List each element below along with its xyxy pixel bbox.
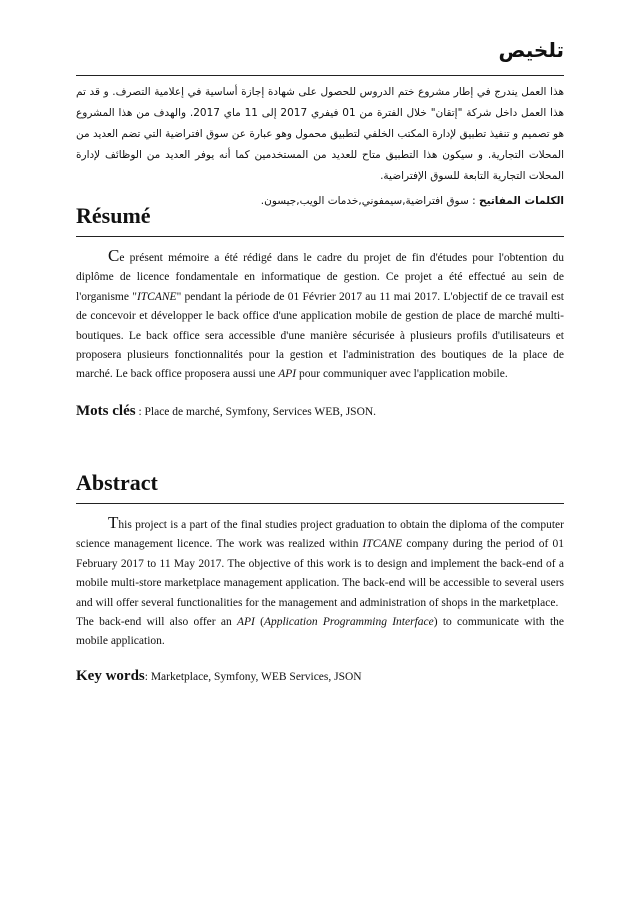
abstract-dropcap: T [108, 513, 119, 532]
abstract-paragraph [76, 513, 564, 613]
abstract-heading: Abstract [76, 470, 158, 495]
arabic-keywords-label: الكلمات المفاتيح [479, 195, 564, 207]
resume-api-term: API [278, 368, 297, 381]
abstract-api-full: Application Programming Interface [263, 616, 434, 629]
abstract-section [76, 470, 564, 496]
abstract-heading-rule [76, 503, 564, 504]
arabic-keywords-text: : سوق افتراضية,سيمفوني,خدمات الويب,جيسون. [260, 195, 479, 207]
arabic-body [76, 82, 564, 211]
arabic-summary-section [76, 38, 564, 62]
resume-keywords [76, 403, 564, 420]
arabic-title-rule [76, 75, 564, 76]
abstract-text-4c: ) to communicate with the mobile application. [76, 616, 564, 648]
resume-dropcap: C [108, 246, 120, 265]
resume-org-name: ITCANE [136, 290, 177, 303]
resume-text-3: pour communiquer avec l'application mobile. [296, 368, 508, 381]
resume-keywords-text: : Place de marché, Symfony, Services WEB, JSON. [135, 405, 377, 418]
abstract-paragraph-2 [76, 613, 564, 652]
abstract-text-4b: ( [254, 616, 264, 629]
resume-paragraph [76, 246, 564, 385]
resume-text-2: " pendant la période de 01 Février 2017 au 11 mai 2017. L'objectif de ce travail est de concevoir et développer le back office d'une application mobile de gestion de place de marché multi-boutiques. Le back office sera accessible d'une manière sécurisée à plusieurs profils d'utilisateurs et proposera plusieurs fonctionnalités pour la gestion et l'administration des boutiques de la place de marché. Le back office proposera aussi une [76, 290, 564, 381]
resume-text-1: e présent mémoire a été rédigé dans le cadre du projet de fin d'études pour l'obtention du diplôme de licence fondamentale en informatique de gestion. Ce projet a été effectué au sein de l'organisme " [76, 252, 564, 303]
resume-section [76, 203, 564, 229]
abstract-keywords [76, 668, 564, 685]
abstract-keywords-label: Key words [76, 667, 145, 684]
abstract-org-name: ITCANE [362, 538, 403, 551]
abstract-api-term: API [236, 616, 255, 629]
abstract-text-4a: The back-end will also offer an [76, 616, 237, 629]
resume-heading-rule [76, 236, 564, 237]
abstract-text-1: his project is a part of the final studies project graduation to obtain the diploma of the computer science management licence. The work was realized within [76, 519, 564, 551]
abstract-keywords-text: : Marketplace, Symfony, WEB Services, JSON [144, 670, 362, 683]
abstract-body [76, 513, 564, 685]
resume-body [76, 246, 564, 420]
abstract-text-2: company during the period of 01 February 2017 to 11 May 2017. The objective of this work is to design and implement the back-end of a mobile multi-store marketplace management application. The back-end will be accessible to several users and will offer several functionalities for the management and administration of shops in the marketplace. [76, 538, 564, 609]
resume-keywords-label: Mots clés [76, 402, 136, 419]
arabic-paragraph: هذا العمل يندرج في إطار مشروع ختم الدروس للحصول على شهادة إجازة أساسية في إعلامية التصرف. و قد تم هذا العمل داخل شركة "إتقان" خلال الفترة من 01 فيفري 2017 إلى 11 ماي 2017. والهدف من هذا المشروع هو تصميم و تنفيذ تطبيق لإدارة المكتب الخلفي لتطبيق محمول وهو عبارة عن سوق افتراضية التي تضم العديد من المحلات التجارية. و سيكون هذا التطبيق متاح للعديد من المستخدمين كما أنه يوفر العديد من الوظائف لإدارة المحلات التجارية التابعة للسوق الإفتراضية. [76, 86, 565, 182]
arabic-title: تلخيص [498, 38, 564, 62]
resume-heading: Résumé [76, 203, 151, 228]
